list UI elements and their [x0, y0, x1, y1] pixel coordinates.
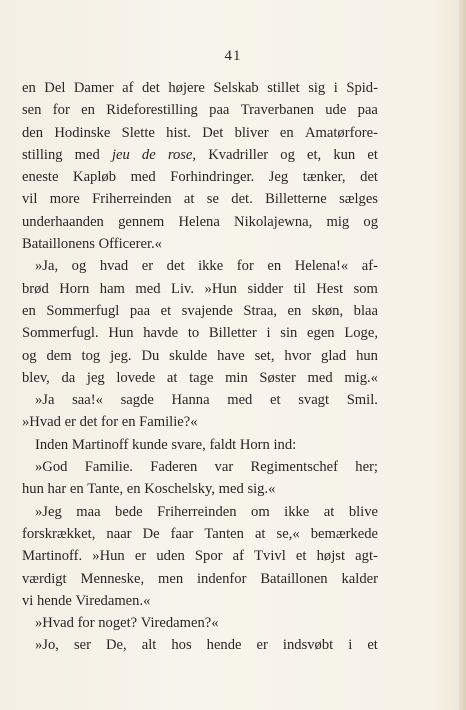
page-number: 41 — [224, 48, 242, 64]
text-line: blev, da jeg lovede at tage min Søster med mig.« — [22, 369, 378, 386]
text-line: stilling med jeu de rose, Kvadriller og et, kun et — [22, 146, 378, 163]
text-line: Sommerfugl. Hun havde to Billetter i sin egen Loge, — [22, 325, 378, 342]
text-line: »Hvad for noget? Viredamen?« — [35, 615, 219, 632]
text-line: en Del Damer af det højere Selskab stillet sig i Spid- — [22, 80, 378, 96]
text-line: en Sommerfugl paa et svajende Straa, en skøn, blaa — [22, 302, 378, 319]
text-line: vil more Friherreinden at se det. Billetterne sælges — [22, 191, 378, 208]
text-line: »Jo, ser De, alt hos hende er indsvøbt i et — [35, 637, 378, 654]
text-line: eneste Kapløb med Forhindringer. Jeg tænker, det — [22, 169, 378, 186]
text-line: underhaanden gennem Helena Nikolajewna, mig og — [22, 213, 378, 230]
text-line: Inden Martinoff kunde svare, faldt Horn ind: — [35, 436, 297, 453]
text-line: forskrækket, naar De faar Tanten at se,« bemærkede — [22, 525, 378, 542]
text-line: Bataillonens Officerer.« — [22, 236, 162, 253]
text-line: »Ja saa!« sagde Hanna med et svagt Smil. — [35, 392, 378, 409]
text-line: sen for en Rideforestilling paa Traverbanen ude paa — [22, 102, 378, 119]
text-line: »Hvad er det for en Familie?« — [22, 414, 198, 431]
page-edge-shadow — [459, 0, 466, 710]
text-line: »Jeg maa bede Friherreinden om ikke at blive — [35, 503, 378, 520]
text-line: hun har en Tante, en Koschelsky, med sig.« — [22, 481, 276, 498]
text-line: vi hende Viredamen.« — [22, 592, 151, 609]
text-line: brød Horn ham med Liv. »Hun sidder til Hest som — [22, 280, 378, 297]
text-line: Martinoff. »Hun er uden Spor af Tvivl et højst agt- — [22, 548, 378, 565]
text-line: den Hodinske Slette hist. Det bliver en Amatørfore- — [22, 124, 378, 141]
body-text — [22, 77, 378, 657]
text-line: »God Familie. Faderen var Regimentschef her; — [35, 459, 378, 476]
text-line: og dem tog jeg. Du skulde have set, hvor glad hun — [22, 347, 378, 364]
text-line: værdigt Menneske, men indenfor Bataillonen kalder — [22, 570, 378, 587]
text-line: »Ja, og hvad er det ikke for en Helena!« af- — [35, 258, 378, 275]
